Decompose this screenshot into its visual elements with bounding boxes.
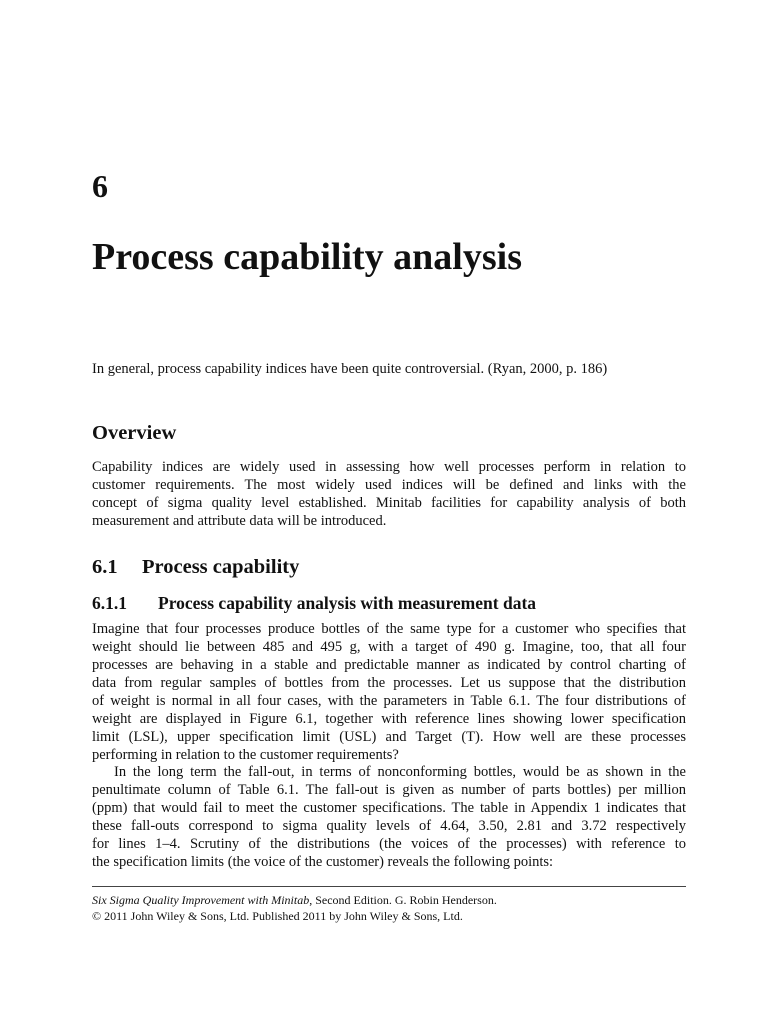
book-edition: , Second Edition. G. Robin Henderson.: [309, 893, 497, 907]
footer-divider: [92, 886, 686, 887]
section-number: 6.1: [92, 556, 118, 578]
paragraph-line: In the long term the fall-out, in terms of nonconforming bottles, would be as shown in the: [114, 764, 686, 780]
epigraph: In general, process capability indices have been quite controversial. (Ryan, 2000, p. 186): [92, 361, 608, 377]
paragraph-line: these fall-outs correspond to sigma quality levels of 4.64, 3.50, 2.81 and 3.72 respectively: [92, 818, 686, 834]
paragraph-line: processes are behaving in a stable and predictable manner as indicated by control charting of: [92, 657, 686, 673]
paragraph-line: Imagine that four processes produce bottles of the same type for a customer who specifies that: [92, 621, 686, 637]
paragraph-line: limit (LSL), upper specification limit (USL) and Target (T). How well are these processes: [92, 729, 686, 745]
book-title: Six Sigma Quality Improvement with Minitab: [92, 893, 310, 907]
paragraph-2: [92, 763, 686, 871]
overview-paragraph: [92, 458, 686, 530]
paragraph-1: [92, 620, 686, 764]
overview-heading: Overview: [92, 422, 177, 444]
subsection-title: Process capability analysis with measurement data: [158, 593, 537, 613]
footer-copyright: © 2011 John Wiley & Sons, Ltd. Published 2011 by John Wiley & Sons, Ltd.: [92, 909, 463, 923]
paragraph-line: for lines 1–4. Scrutiny of the distributions (the voices of the processes) with reference to: [92, 836, 686, 852]
section-title: Process capability: [142, 556, 300, 578]
section-6-1-1-heading: [92, 592, 536, 614]
paragraph-line: weight are displayed in Figure 6.1, together with reference lines showing lower specification: [92, 711, 686, 727]
paragraph-line: the specification limits (the voice of the customer) reveals the following points:: [92, 854, 554, 870]
paragraph-line: performing in relation to the customer requirements?: [92, 747, 399, 763]
paragraph-line: data from regular samples of bottles from the processes. Let us suppose that the distribution: [92, 675, 686, 691]
chapter-title: Process capability analysis: [92, 236, 522, 278]
paragraph-line: penultimate column of Table 6.1. The fall-out is given as number of parts bottles) per million: [92, 782, 686, 798]
overview-line: Capability indices are widely used in assessing how well processes perform in relation to: [92, 459, 686, 475]
paragraph-line: (ppm) that would fail to meet the customer specifications. The table in Appendix 1 indicates that: [92, 800, 686, 816]
chapter-number: 6: [92, 168, 108, 204]
footer-citation: [92, 892, 686, 908]
overview-line: measurement and attribute data will be introduced.: [92, 513, 387, 529]
overview-line: customer requirements. The most widely used indices will be defined and links with the: [92, 477, 686, 493]
subsection-number: 6.1.1: [92, 593, 127, 613]
overview-line: concept of sigma quality level established. Minitab facilities for capability analysis of both: [92, 495, 686, 511]
section-6-1-heading: [92, 554, 299, 580]
paragraph-line: weight should lie between 485 and 495 g, with a target of 490 g. Imagine, too, that all four: [92, 639, 686, 655]
paragraph-line: of weight is normal in all four cases, with the parameters in Table 6.1. The four distributions of: [92, 693, 686, 709]
page-footer: [92, 892, 686, 924]
